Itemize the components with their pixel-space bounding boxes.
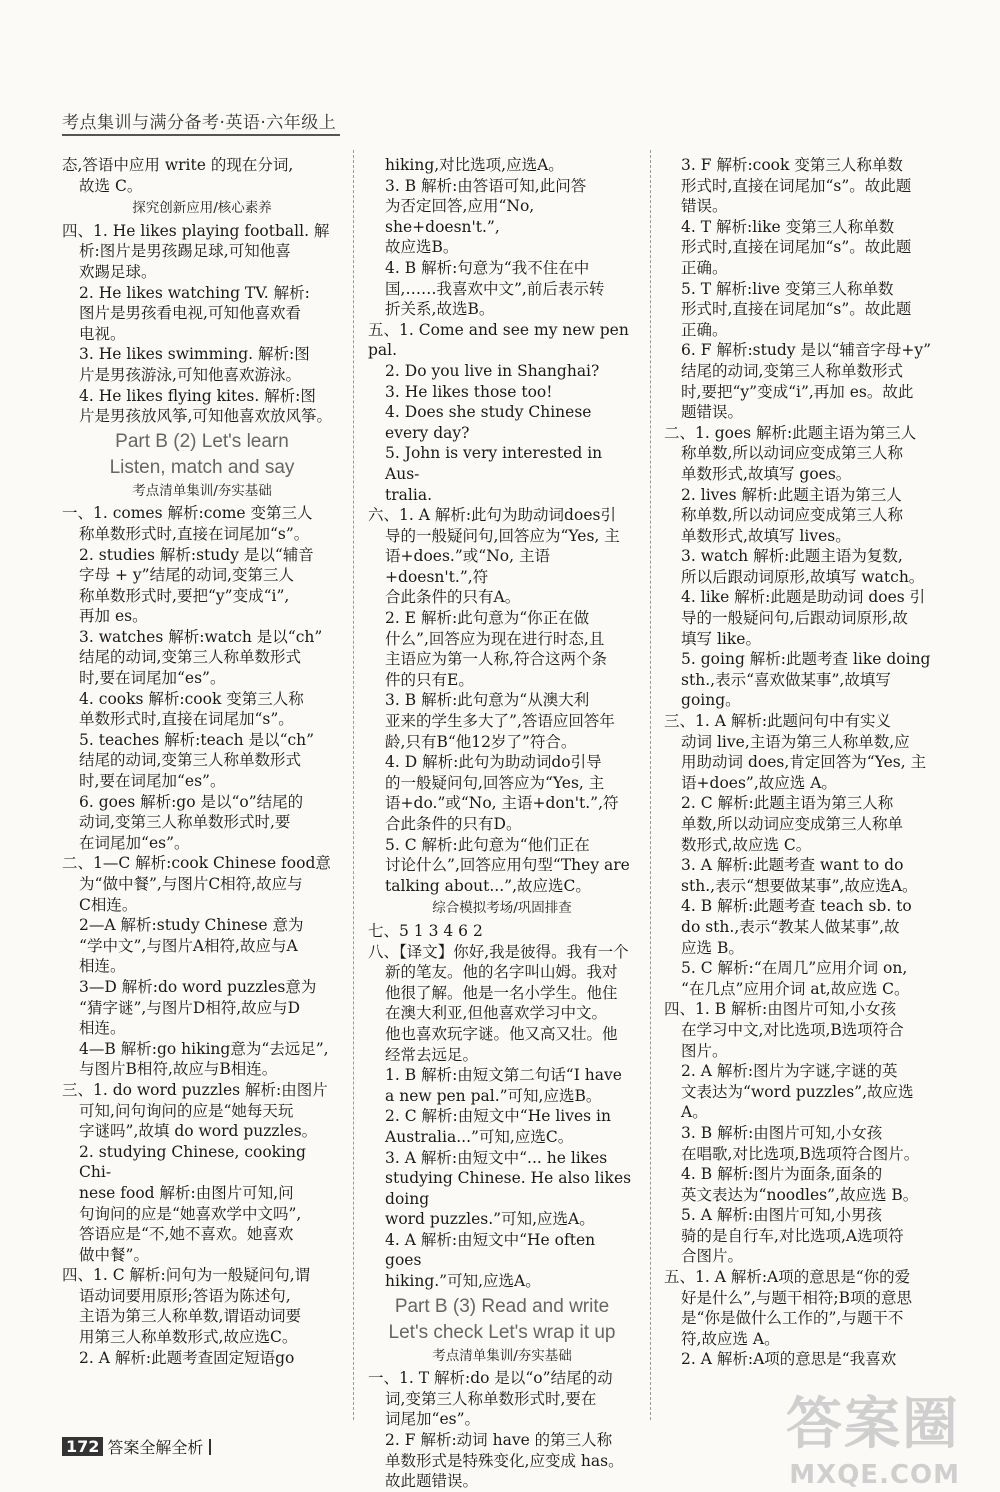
answer-line: 4. cooks 解析:cook 变第三人称 xyxy=(79,689,304,708)
answer-line: 3. A 解析:由短文中“... he likes xyxy=(385,1148,608,1167)
answer-line: 结尾的动词,变第三人称单数形式 xyxy=(79,751,301,770)
answer-line: 结尾的动词,变第三人称单数形式 xyxy=(681,361,903,380)
answer-line: 析:图片是男孩踢足球,可知他喜 xyxy=(79,242,291,261)
answer-line: 2. A 解析:图片为字谜,字谜的英 xyxy=(681,1062,898,1081)
answer-line: Australia...”可知,应选C。 xyxy=(385,1127,574,1146)
answer-line: 在澳大利亚,但他喜欢学习中文。 xyxy=(385,1004,607,1023)
answer-line: 语+does”,故应选 A。 xyxy=(681,773,837,792)
watermark xyxy=(786,1380,960,1490)
answer-line: 时,要在词尾加“es”。 xyxy=(79,772,226,791)
answer-line: 2. E 解析:此句意为“你正在做 xyxy=(385,609,590,628)
answer-line: 应选 B。 xyxy=(681,938,744,957)
answer-line: 2. C 解析:由短文中“He lives in xyxy=(385,1107,611,1126)
answer-line: 2. studies 解析:study 是以“辅音 xyxy=(79,545,314,564)
answer-line: 为“做中餐”,与图片C相符,故应与 xyxy=(79,875,303,893)
column-divider xyxy=(650,150,651,1420)
answer-line: 片是男孩游泳,可知他喜欢游泳。 xyxy=(79,365,301,384)
section-heading: 考点清单集训/夯实基础 xyxy=(432,1347,572,1364)
answer-line: 经常去远足。 xyxy=(385,1045,479,1064)
answer-line: “猜字谜”,与图片D相符,故应与D xyxy=(79,998,301,1017)
answer-line: 主语为第三人称单数,谓语动词要 xyxy=(79,1307,301,1326)
answer-line: 英文表达为“noodles”,故应选 B。 xyxy=(681,1185,919,1204)
page-footer xyxy=(62,1435,211,1458)
answer-line: 2. studying Chinese, cooking Chi- xyxy=(79,1142,306,1182)
answer-line: 折关系,故选B。 xyxy=(385,300,495,319)
answer-line: nese food 解析:由图片可知,问 xyxy=(79,1183,294,1202)
answer-line: 六、1. A 解析:此句为助动词does引 xyxy=(368,506,616,525)
answer-line: 4. D 解析:此句为助动词do引导 xyxy=(385,753,602,772)
answer-line: 4. He likes flying kites. 解析:图 xyxy=(79,386,316,405)
answer-line: 导的一般疑问句,回答应为“Yes, 主 xyxy=(385,526,620,545)
answer-line: 4. A 解析:由短文中“He often goes xyxy=(385,1230,596,1270)
answer-line: 四、1. B 解析:由图片可知,小女孩 xyxy=(664,1000,897,1019)
answer-line: 文表达为“word puzzles”,故应选A。 xyxy=(681,1082,914,1122)
answer-line: 合此条件的只有D。 xyxy=(385,815,522,833)
answer-line: 语动词要用原形;答语为陈述句, xyxy=(79,1286,291,1305)
answer-line: 错误。 xyxy=(681,197,728,216)
answer-line: 用助动词 does,肯定回答为“Yes, 主 xyxy=(681,753,927,772)
answer-line: 形式时,直接在词尾加“s”。故此题 xyxy=(681,300,912,319)
answer-line: 合此条件的只有A。 xyxy=(385,588,521,607)
answer-line: 骑的是自行车,对比选项,A选项符 xyxy=(681,1226,904,1245)
answer-line: 七、5 1 3 4 6 2 xyxy=(368,921,483,940)
answer-line: 亚来的学生多大了”,答语应回答年 xyxy=(385,712,615,731)
answer-line: 与图片B相符,故应与B相连。 xyxy=(79,1060,278,1079)
answer-line: talking about...”,故应选C。 xyxy=(385,876,591,895)
answer-line: 2. He likes watching TV. 解析: xyxy=(79,283,310,302)
answer-line: 4. like 解析:此题是助动词 does 引 xyxy=(681,588,926,607)
answer-line: 3. He likes those too! xyxy=(385,382,553,401)
answer-line: 为否定回答,应用“No, she+doesn't.”, xyxy=(385,197,535,236)
answer-line: 语+does.”或“No, 主语+doesn't.”,符 xyxy=(385,547,550,586)
answer-line: 5. going 解析:此题考查 like doing xyxy=(681,650,931,669)
answer-line: 5. C 解析:“在周几”应用介词 on, xyxy=(681,959,908,978)
column-divider xyxy=(353,150,354,1420)
answer-line: 八、【译文】你好,我是彼得。我有一个 xyxy=(368,942,629,961)
answer-line: going。 xyxy=(681,691,741,710)
footer-label: 答案全解全析 xyxy=(107,1438,204,1457)
answer-line: 可知,问句询问的应是“她每天玩 xyxy=(79,1101,294,1120)
answer-line: 4—B 解析:go hiking意为“去远足”, xyxy=(79,1039,329,1058)
answer-line: 在学习中文,对比选项,B选项符合 xyxy=(681,1020,904,1039)
answer-line: 在词尾加“es”。 xyxy=(79,833,190,852)
answer-line: 5. C 解析:此句意为“他们正在 xyxy=(385,835,590,854)
answer-line: studying Chinese. He also likes doing xyxy=(385,1169,632,1208)
answer-line: 称单数形式时,要把“y”变成“i”, xyxy=(79,586,290,605)
answer-line: 用第三人称单数形式,故应选C。 xyxy=(79,1328,298,1347)
answer-line: 3. F 解析:cook 变第三人称单数 xyxy=(681,156,903,174)
answer-line: 5. teaches 解析:teach 是以“ch” xyxy=(79,730,315,749)
answer-line: C相连。 xyxy=(79,895,138,914)
answer-line: 相连。 xyxy=(79,957,126,976)
answer-line: 2. A 解析:此题考查固定短语go xyxy=(79,1348,295,1367)
answer-line: 2. lives 解析:此题主语为第三人 xyxy=(681,485,902,504)
answer-line: 二、1—C 解析:cook Chinese food意 xyxy=(62,854,331,873)
answer-line: 语+do.”或“No, 主语+don't.”,符 xyxy=(385,794,619,813)
answer-line: 4. B 解析:此题考查 teach sb. to xyxy=(681,897,912,916)
page-number: 172 xyxy=(62,1437,103,1456)
answer-line: 他很了解。他是一名小学生。他住 xyxy=(385,983,618,1002)
answer-line: 正确。 xyxy=(681,320,728,339)
answer-line: hiking,对比选项,应选A。 xyxy=(385,156,564,174)
answer-line: 句询问的应是“她喜欢学中文吗”, xyxy=(79,1204,302,1223)
answer-line: 所以后跟动词原形,故填写 watch。 xyxy=(681,567,925,586)
answer-line: 件的只有E。 xyxy=(385,670,474,689)
answer-line: 新的笔友。他的名字叫山姆。我对 xyxy=(385,963,618,982)
answer-line: 态,答语中应用 write 的现在分词, xyxy=(62,156,294,174)
answer-line: “在几点”应用介词 at,故应选 C。 xyxy=(681,979,910,998)
part-heading: Part B (2) Let's learn xyxy=(115,430,289,452)
running-header: 考点集训与满分备考·英语·六年级上 xyxy=(62,113,337,133)
answer-line: 结尾的动词,变第三人称单数形式 xyxy=(79,648,301,667)
answer-line: 相连。 xyxy=(79,1019,126,1038)
column-2 xyxy=(368,155,636,1492)
answer-line: 时,要把“y”变成“i”,再加 es。故此 xyxy=(681,382,914,401)
watermark-text: 答案圈 xyxy=(786,1392,960,1457)
answer-line: 一、1. comes 解析:come 变第三人 xyxy=(62,504,313,523)
answer-line: 四、1. C 解析:问句为一般疑问句,谓 xyxy=(62,1266,311,1285)
answer-line: 2. A 解析:A项的意思是“我喜欢 xyxy=(681,1350,897,1369)
answer-line: 在唱歌,对比选项,B选项符合图片。 xyxy=(681,1144,920,1163)
answer-line: do sth.,表示“教某人做某事”,故 xyxy=(681,917,900,936)
answer-line: 4. Does she study Chinese every day? xyxy=(385,403,592,442)
answer-line: 国,……我喜欢中文”,前后表示转 xyxy=(385,279,605,298)
section-heading: 综合模拟考场/巩固排查 xyxy=(432,900,572,917)
answer-line: 6. F 解析:study 是以“辅音字母+y” xyxy=(681,341,932,360)
answer-line: 词,变第三人称单数形式时,要在 xyxy=(385,1389,597,1408)
answer-line: 三、1. A 解析:此题问句中有实义 xyxy=(664,712,892,731)
column-3 xyxy=(664,155,936,1370)
answer-line: 3. A 解析:此题考查 want to do xyxy=(681,856,904,875)
answer-line: 片是男孩放风筝,可知他喜欢放风筝。 xyxy=(79,407,332,426)
answer-line: 图片。 xyxy=(681,1041,728,1060)
answer-line: 5. T 解析:live 变第三人称单数 xyxy=(681,279,894,298)
section-heading: 考点清单集训/夯实基础 xyxy=(132,482,272,499)
part-heading: Let's check Let's wrap it up xyxy=(388,1321,616,1343)
answer-line: word puzzles.”可知,应选A。 xyxy=(385,1210,595,1229)
footer-bar xyxy=(209,1439,211,1455)
answer-line: 3. watches 解析:watch 是以“ch” xyxy=(79,627,323,646)
answer-line: 正确。 xyxy=(681,258,728,277)
answer-line: 二、1. goes 解析:此题主语为第三人 xyxy=(664,423,917,442)
answer-line: 称单数,所以动词应变成第三人称 xyxy=(681,506,903,525)
answer-line: 5. A 解析:由图片可知,小男孩 xyxy=(681,1206,883,1225)
answer-line: sth.,表示“想要做某事”,故应选A。 xyxy=(681,876,918,895)
answer-line: “学中文”,与图片A相符,故应与A xyxy=(79,936,298,955)
answer-line: 3—D 解析:do word puzzles意为 xyxy=(79,977,317,996)
answer-line: 什么”,回答应为现在进行时态,且 xyxy=(385,629,605,648)
answer-line: 称单数,所以动词应变成第三人称 xyxy=(681,444,903,463)
answer-line: 好是什么”,与题干相符;B项的意思 xyxy=(681,1288,913,1307)
answer-line: 称单数形式时,直接在词尾加“s”。 xyxy=(79,524,310,543)
answer-line: 故选 C。 xyxy=(79,176,143,195)
answer-line: 动词 live,主语为第三人称单数,应 xyxy=(681,732,910,751)
answer-line: 一、1. T 解析:do 是以“o”结尾的动 xyxy=(368,1369,613,1388)
section-heading: 探究创新应用/核心素养 xyxy=(132,200,272,217)
answer-line: 故应选B。 xyxy=(385,238,459,257)
answer-line: 3. B 解析:由图片可知,小女孩 xyxy=(681,1123,883,1142)
answer-line: 单数形式,故填写 goes。 xyxy=(681,464,852,483)
answer-line: sth.,表示“喜欢做某事”,故填写 xyxy=(681,670,891,689)
answer-line: 数形式,故应选 C。 xyxy=(681,835,812,854)
answer-line: 5. John is very interested in Aus- xyxy=(385,444,603,483)
answer-line: 时,要在词尾加“es”。 xyxy=(79,669,226,688)
answer-line: 形式时,直接在词尾加“s”。故此题 xyxy=(681,176,912,195)
answer-line: 题错误。 xyxy=(681,403,744,422)
answer-line: 他也喜欢玩字谜。他又高又壮。他 xyxy=(385,1024,618,1043)
answer-line: 动词,变第三人称单数形式时,要 xyxy=(79,813,291,832)
answer-line: 故此题错误。 xyxy=(385,1472,479,1491)
answer-line: 2. C 解析:此题主语为第三人称 xyxy=(681,794,894,813)
answer-line: 五、1. Come and see my new pen pal. xyxy=(368,320,629,360)
answer-line: 欢踢足球。 xyxy=(79,262,157,281)
watermark-url: MXQE.COM xyxy=(789,1460,960,1490)
answer-line: 符,故应选 A。 xyxy=(681,1329,780,1348)
answer-line: 3. B 解析:此句意为“从澳大利 xyxy=(385,691,590,710)
answer-line: 做中餐”。 xyxy=(79,1245,149,1264)
answer-line: 字谜吗”,故填 do word puzzles。 xyxy=(79,1122,318,1141)
answer-line: 3. watch 解析:此题主语为复数, xyxy=(681,547,903,566)
answer-line: 3. He likes swimming. 解析:图 xyxy=(79,345,310,364)
part-heading: Listen, match and say xyxy=(109,456,295,478)
header-rule xyxy=(62,134,340,136)
answer-line: tralia. xyxy=(385,485,433,504)
answer-line: 讨论什么”,回答应用句型“They are xyxy=(385,856,630,875)
answer-line: 2. Do you live in Shanghai? xyxy=(385,361,600,380)
answer-line: 五、1. A 解析:A项的意思是“你的爱 xyxy=(664,1268,911,1287)
answer-line: hiking.”可知,应选A。 xyxy=(385,1272,541,1291)
answer-line: 是“你是做什么工作的”,与题干不 xyxy=(681,1309,904,1328)
answer-line: 的一般疑问句,回答应为“Yes, 主 xyxy=(385,773,605,792)
answer-line: a new pen pal.”可知,应选B。 xyxy=(385,1086,602,1105)
answer-line: 合图片。 xyxy=(681,1247,744,1266)
answer-line: 2—A 解析:study Chinese 意为 xyxy=(79,916,304,935)
part-heading: Part B (3) Read and write xyxy=(394,1295,610,1317)
answer-line: 4. B 解析:句意为“我不住在中 xyxy=(385,258,590,277)
answer-line: 四、1. He likes playing football. 解 xyxy=(62,221,330,240)
answer-line: 1. B 解析:由短文第二句话“I have xyxy=(385,1066,622,1085)
answer-line: 电视。 xyxy=(79,324,126,343)
answer-line: 字母 + y”结尾的动词,变第三人 xyxy=(79,566,294,585)
answer-line: 3. B 解析:由答语可知,此问答 xyxy=(385,176,587,195)
answer-line: 三、1. do word puzzles 解析:由图片 xyxy=(62,1080,328,1099)
answer-line: 4. T 解析:like 变第三人称单数 xyxy=(681,217,895,236)
answer-line: 填写 like。 xyxy=(681,629,761,648)
column-1 xyxy=(62,155,342,1368)
answer-line: 导的一般疑问句,后跟动词原形,故 xyxy=(681,609,908,628)
answer-line: 图片是男孩看电视,可知他喜欢看 xyxy=(79,304,301,323)
answer-line: 单数形式时,直接在词尾加“s”。 xyxy=(79,710,294,729)
answer-line: 主语应为第一人称,符合这两个条 xyxy=(385,650,607,669)
answer-line: 6. goes 解析:go 是以“o”结尾的 xyxy=(79,792,304,811)
answer-line: 词尾加“es”。 xyxy=(385,1410,481,1429)
answer-line: 单数形式是特殊变化,应变成 has。 xyxy=(385,1451,624,1470)
answer-line: 单数,所以动词应变成第三人称单 xyxy=(681,815,903,833)
answer-line: 形式时,直接在词尾加“s”。故此题 xyxy=(681,238,912,257)
answer-line: 龄,只有B“他12岁了”符合。 xyxy=(385,732,577,751)
answer-line: 4. B 解析:图片为面条,面条的 xyxy=(681,1165,883,1184)
answer-line: 2. F 解析:动词 have 的第三人称 xyxy=(385,1431,613,1450)
answer-line: 答语应是“不,她不喜欢。她喜欢 xyxy=(79,1225,294,1244)
answer-line: 单数形式,故填写 lives。 xyxy=(681,526,851,545)
answer-line: 再加 es。 xyxy=(79,607,148,626)
